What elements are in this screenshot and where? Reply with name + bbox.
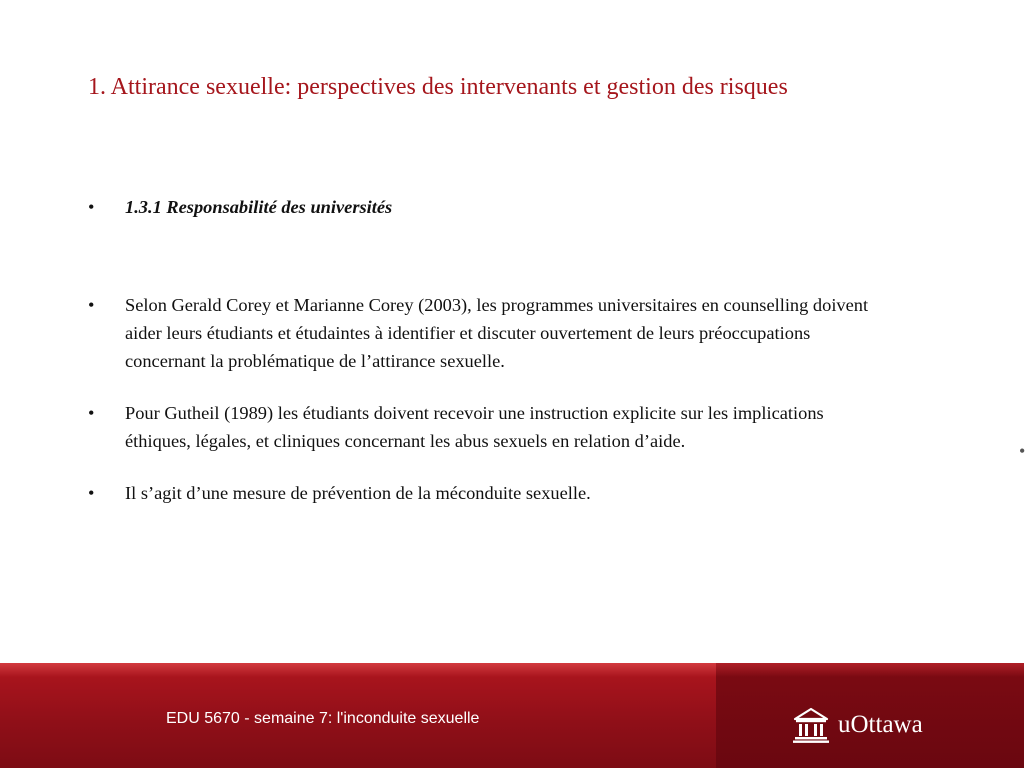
bullet-text-prevention: Il s’agit d’une mesure de prévention de la méconduite sexuelle. — [125, 483, 591, 503]
course-label: EDU 5670 - semaine 7: l'inconduite sexuelle — [166, 710, 480, 727]
bullet-text-gutheil: Pour Gutheil (1989) les étudiants doivent recevoir une instruction explicite sur les implications éthiques, légales, et cliniques concernant les abus sexuels en relation d’aide. — [125, 403, 824, 451]
building-icon — [792, 706, 830, 744]
uottawa-wordmark: uOttawa — [838, 711, 923, 738]
bullet-marker: • — [88, 197, 95, 217]
uottawa-logo — [792, 703, 923, 747]
bullet-item-corey — [88, 291, 888, 375]
bullet-item-heading — [88, 193, 888, 221]
bullet-marker: • — [88, 483, 95, 503]
stray-bullet-mark: • — [1019, 441, 1025, 461]
bullet-text-corey: Selon Gerald Corey et Marianne Corey (2003), les programmes universitaires en counselling doivent aider leurs étudiants et étudaintes à identifier et discuter ouvertement de leurs préoccupations concernant la problématique de l’attirance sexuelle. — [125, 295, 869, 371]
slide-title: 1. Attirance sexuelle: perspectives des intervenants et gestion des risques — [88, 74, 788, 100]
bullet-marker: • — [88, 403, 95, 423]
bullet-marker: • — [88, 295, 95, 315]
bullet-item-prevention — [88, 479, 888, 507]
bullet-text-heading: 1.3.1 Responsabilité des universités — [125, 197, 393, 217]
bullet-list — [88, 193, 888, 507]
footer-bar — [0, 663, 1024, 768]
bullet-item-gutheil — [88, 399, 888, 455]
